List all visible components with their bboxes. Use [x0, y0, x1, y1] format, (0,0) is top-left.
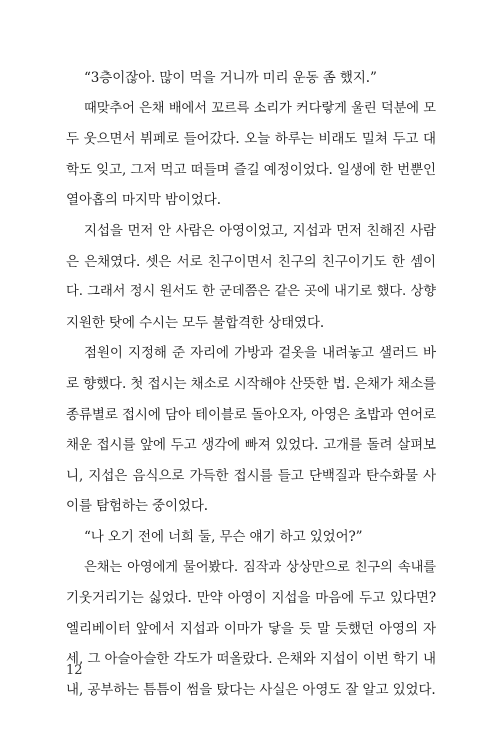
text-line: 열아홉의 마지막 밤이었다.: [66, 192, 221, 209]
text-line: 지원한 탓에 수시는 모두 불합격한 상태였다.: [66, 314, 325, 331]
text-line: 다. 그래서 정시 원서도 한 군데쯤은 같은 곳에 내기로 했다. 상향: [66, 284, 436, 300]
text-line: 은채는 아영에게 물어봤다. 짐작과 상상만으로 친구의 속내를: [84, 559, 436, 575]
text-line: 때맞추어 은채 배에서 꼬르륵 소리가 커다랗게 울린 덕분에 모: [84, 100, 436, 116]
text-line: 로 향했다. 첫 접시는 채소로 시작해야 산뜻한 법. 은채가 채소를: [66, 375, 436, 392]
text-line: 엘리베이터 앞에서 지섭과 이마가 닿을 듯 말 듯했던 아영의 자: [66, 620, 436, 637]
text-line: 세, 그 아슬아슬한 각도가 떠올랐다. 은채와 지섭이 이번 학기 내: [66, 651, 436, 668]
text-line: 은 은채였다. 셋은 서로 친구이면서 친구의 친구이기도 한 셈이: [66, 253, 436, 270]
text-line: 점원이 지정해 준 자리에 가방과 겉옷을 내려놓고 샐러드 바: [84, 345, 436, 362]
text-line: “3층이잖아. 많이 먹을 거니까 미리 운동 좀 했지.”: [84, 70, 377, 86]
text-line: 종류별로 접시에 담아 테이블로 돌아오자, 아영은 초밥과 연어로: [66, 406, 436, 423]
text-line: 두 웃으면서 뷔페로 들어갔다. 오늘 하루는 비래도 밀쳐 두고 대: [66, 131, 436, 148]
text-line: 채운 접시를 앞에 두고 생각에 빠져 있었다. 고개를 돌려 살펴보: [66, 437, 436, 454]
body-text: [66, 63, 436, 705]
text-line: 기웃거리기는 싫었다. 만약 아영이 지섭을 마음에 두고 있다면?: [66, 590, 436, 607]
page-number: 12: [66, 663, 83, 678]
text-line: 학도 잊고, 그저 먹고 떠들며 즐길 예정이었다. 일생에 한 번뿐인: [66, 161, 436, 178]
text-line: 이를 탐험하는 중이었다.: [66, 498, 208, 515]
text-line: 내, 공부하는 틈틈이 썸을 탔다는 사실은 아영도 잘 알고 있었다.: [66, 681, 436, 698]
text-line: 니, 지섭은 음식으로 가득한 접시를 들고 단백질과 탄수화물 사: [66, 467, 436, 484]
text-line: 지섭을 먼저 안 사람은 아영이었고, 지섭과 먼저 친해진 사람: [84, 222, 436, 239]
text-line: “나 오기 전에 너희 둘, 무슨 얘기 하고 있었어?”: [84, 528, 363, 545]
